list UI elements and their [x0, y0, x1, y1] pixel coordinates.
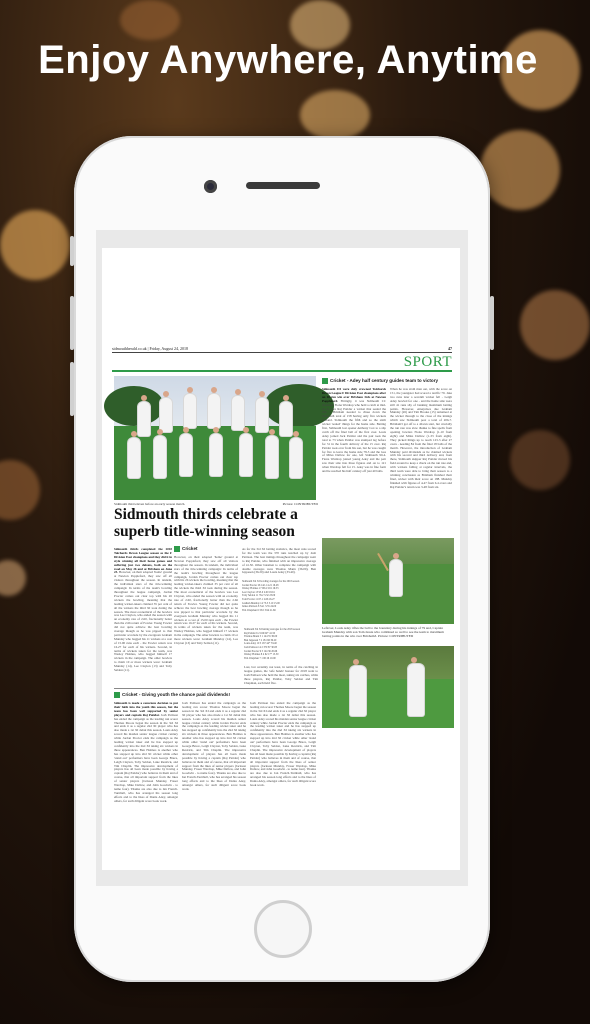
article-divider	[114, 688, 316, 689]
right-article-col-1	[322, 388, 386, 534]
home-button[interactable]	[254, 900, 312, 958]
bowling-table-row: Tom Fowler 11 67.1 2.66 16.27	[242, 597, 275, 601]
tag-square-icon	[322, 378, 328, 384]
batting-table-row: Thomas Mann 5 1 144 55 36.00	[244, 635, 278, 639]
second-article-tag	[114, 692, 230, 698]
batting-table-row: Tim Chapman 7 1 60 26 10.00	[244, 656, 276, 660]
phone-screen[interactable]	[96, 230, 468, 886]
bowling-table-row: Tim Chapman 6 33.0 3.94 21.66	[242, 608, 276, 612]
main-article-col-2	[174, 556, 238, 686]
mute-switch	[70, 236, 74, 266]
team-photo-caption: Sidmouth third eleven before an early season match.	[114, 502, 186, 506]
cricket-tag-label: Cricket	[182, 546, 198, 552]
right-article-tag	[322, 378, 438, 384]
right-article-col-2	[390, 388, 452, 534]
batting-table-row: Louis Adey 10 5 167 44* 33.40	[244, 642, 277, 646]
second-article-col-1	[114, 701, 178, 803]
right-lead: Sidmouth III were duly crowned Tolchards Devon League F Division East champions after an 18-run win over Brixham 3rds at Newton Poppleford.	[322, 387, 386, 403]
right-photo-caption: Leftover, Louis Adey rifles the ball to the boundary during his innings of 79 and, Captain Graham Munday with son Tom Jessie who combined so well to see the team to maximum batting points in the win over Brixham3. Picture: CONTRIBUTED	[322, 626, 444, 638]
second-body-repeat-2: Josh Pattison has ended the campaign as the leading run scorer Thomas Moore began the season in the 3rd XI and ends it as a regular 2nd XI player who has also made a 1st XI debut this season. Louis Adey scored his maiden senior league cricket century while Jordan Procter ends the campaign as the leading wicket taker and he has stepped up confidently into the 2nd XI taking six wickets in three appearances. Ben Holmes is another who has stepped up into 2nd XI cricket while other 'stand out' performers have been George Bruce, Leigh Clayton, Toby Seldon, Luke Restrick, and Tim Chaplin. The impressive development of players has all been made possible by having a captain (Raj Patidar) who believes in them and of course, that all important support from the likes of senior players (Jackson Munday, Fraser Wardrop, Mike Dallow, and John Goodwin - to name four). Thanks are also due to Ian French-Turnbull, who has arranged his season long efforts and to the likes of Dania Adey, amongst others, for such diligent score book work.	[250, 701, 316, 788]
players-photo[interactable]	[322, 646, 454, 728]
batsman-photo[interactable]	[322, 538, 454, 624]
newspaper-page[interactable]	[102, 248, 460, 870]
right-tag-label: Cricket - Adey half century guides team to victory	[330, 378, 439, 384]
front-camera-icon	[204, 180, 217, 193]
second-article-col-2	[182, 701, 246, 791]
main-article-col-1	[114, 548, 172, 686]
team-photo[interactable]	[114, 376, 316, 500]
right-body-b: When he was sixth man out, with the score on 151, the youngster had scored a terrific 79. Jake two runs later a seventh wicket fell - Leigh Adey bowled for one - and the home side were still 41 runs shy of banking maximum batting points. However, enterprises due Graham Munday (26) and Tim Brooks (15) remained at the wicket through to the close of the innings which saw Sidmouth post a total of 206-7. Brixham3 got off to a 40-run start, but crucially the run rate was slow thanks to fine spells from opening bowlers Fiona Wardrop (1-10 from eight) and Miles Dallow (1-33 from eight). They picked things up to reach 123-3 after 27 overs - needing 84 from the final 18 balls of the match. However, the introduction of Graham Munday paid dividends as he claimed wickets with his second and third delivery and, from there, Sidmouth skipper Raj Patidar moved his field around to keep a check on the run rate and, with wickets falling at regular intervals, the third team were able to bring their season to a winning conclusion as Brixham finished their final, wicket with their score on 188. Munday finished with figures of 4-47 from 6.4 overs and Raj Patidar's return was 3-48 from six.	[390, 387, 452, 489]
bowling-table-row: Wesley Holmes 17 98.4 3.91 19.53	[242, 587, 279, 591]
section-rule	[112, 370, 452, 372]
batting-table-row: Josh Pattison 14 2 370 87 30.83	[244, 645, 278, 649]
bowling-table-row: Jordan Procter 26 142.1 4.21 16.28	[242, 583, 279, 587]
earpiece-speaker	[246, 182, 320, 189]
cricket-tag	[174, 546, 198, 552]
power-button	[490, 296, 494, 350]
batting-table-row: Jordan Procter 9 3 124 36 20.66	[244, 649, 278, 653]
second-lead: Sidmouth is made a conscious decision to put their faith into the youth this season, but the team has been well supported by senior players and captain Raj Patidar.	[114, 701, 178, 717]
bowling-table-title: Sidmouth 3rd XI bowling averages for the 2018 season	[242, 580, 300, 583]
phone-frame	[74, 136, 490, 982]
tag-square-icon	[114, 692, 120, 698]
batting-table-row: Wesley Holmes 8 4 62 17* 15.50	[244, 653, 279, 657]
batting-table-row: Ben Jeppesen 7 2 181 66 36.20	[244, 638, 277, 642]
second-tag-label: Cricket - Giving youth the chance paid dividends!	[122, 692, 230, 698]
batting-table-row: Raj Patidar 6 2 166 64* 41.50	[244, 631, 276, 635]
masthead-rule	[112, 352, 452, 353]
bowling-table-row: Toby Seldon 11 76.2 3.32 23.09	[242, 594, 276, 598]
main-article-col-3	[242, 548, 316, 578]
bowling-table-row: Graham Munday 14 73.3 3.10 15.00	[242, 601, 280, 605]
main-body-repeat: However, on their adopted 'home' ground at Newton Poppleford, they saw off all visitors throughout the season. In tandem, the individual stars of the title-winning campaign: In terms of the team's bowling throughout the league campaign, Jordan Procter comes out clear top with his 26 wickets the bowling, meaning that the leading wicket-takers claimed 35 per cent of all the wickets the third XI took during the season. The most economical of the bowlers was Lee Clayton, who ended the season with an economy rate of 2.60, fractionally better than the 2.66 return of Fowler. Young Fowler did not quite achieve the best bowling average though as he was pipped to that particular accolade by the evergreen Graham Munday who bagged his 11 wickets at a cost of 15.00 runs each - the Fowler return was 16.27 for each of his wickets. Second, in terms of wickets taken for the team, was Wesley Holmes, who bagged himself 17 wickets in the campaign. The other bowlers to claim 10 or more wickets were: Graham Munday (14), Lee Clayton (13) and Toby Seldon (11).	[174, 555, 238, 645]
tag-square-icon	[174, 546, 180, 552]
bowling-table-row: Lee Clayton 13 93.0 2.60 18.61	[242, 590, 275, 594]
right-body: Fittingly, it was Sidmouth CC chairman Fiona Wardrop who held a catch at mid-on to give Raj Patidar a wicket that sealed the title - Brixham needed to chase down the Sidmouth total of 158 having only five wickets in-hand. Sidmouth the fifth and so the sixth wicket 'sealed' things for the home side. Batting first, Sidmouth lost opener Anthony Cox to a slip catch off the final ball of the first over. Louis Adey joined Jack Patidar and the pair took the total to 73 when Patidar was stumped leg before for 31 in the fourth delivery of the 15 over. Raj Patidar took over from his son, but he was caught for five to leave the home side 78-3 and the loss of Miles Dallow for one, left Sidmouth 90-4. Fiona Wardrop joined young Adey and the pair saw their side into three figures and on to 121 when Wardrop fell for 15. Adey was in fine form and he reached his half century off just 40 balls.	[322, 398, 387, 474]
second-body-repeat: Josh Pattison has ended the campaign as the leading run scorer Thomas Moore began the season in the 3rd XI and ends it as a regular 2nd XI player who has also made a 1st XI debut this season. Louis Adey scored his maiden senior league cricket century while Jordan Procter ends the campaign as the leading wicket taker and he has stepped up confidently into the 2nd XI taking six wickets in three appearances. Ben Holmes is another who has stepped up into 2nd XI cricket while other 'stand out' performers have been George Bruce, Leigh Clayton, Toby Seldon, Luke Restrick, and Tim Chaplin. The impressive development of players has all been made possible by having a captain (Raj Patidar) who believes in them and of course, that all important support from the likes of senior players (Jackson Munday, Fraser Wardrop, Mike Dallow, and John Goodwin - to name four). Thanks are also due to Ian French-Turnbull, who has arranged his season long efforts and to the likes of Dania Adey, amongst others, for such diligent score book work.	[182, 701, 246, 791]
section-title: SPORT	[403, 354, 452, 370]
page-number: 47	[448, 346, 452, 351]
promo-headline: Enjoy Anywhere, Anytime	[38, 38, 538, 82]
masthead-text: sidmouthherald.co.uk | Friday, August 24, 2018	[112, 346, 188, 351]
main-headline: Sidmouth thirds celebrate a superb title-winning season	[114, 506, 298, 540]
main-lead: Sidmouth thirds completed the 2018 Tolchards Devon League season as the F Division East champions and they did it in style winning all their home games and suffering just two defeats, both on the road on May 26 and at Brixham on June 23.	[114, 547, 172, 575]
volume-down-button	[70, 362, 74, 416]
bowling-table	[242, 580, 318, 612]
bowling-table-row: James Pattison 8 54.1 3.55 24.00	[242, 605, 277, 609]
team-photo-credit: Picture: CONTRIBUTED	[282, 502, 318, 506]
batting-table	[244, 628, 318, 660]
main-body-end: Last, but certainly not least, in terms of the catching in league games, the 'safe hands' honour for 2018 went to Josh Pattison who held the most, taking six catches, while three players, Raj Patidar, Toby Seldon and Tim Chapman, each held five.	[244, 665, 318, 685]
volume-up-button	[70, 296, 74, 350]
second-article-col-3	[250, 701, 316, 788]
main-body-tail: As for the 3rd XI batting statistics, the most runs scored for the team was the 370 runs notched up by Josh Pattison. The best innings throughout the campaign went to Raj Patidar, who finished with an impressive average of 41.50. Other batsmen to complete the campaign with double averages were Thomas Mann (36.00), Ben Jeppesen (36.20) and Louis Adey (33.40).	[242, 547, 316, 575]
second-body: Josh Pattison has ended the campaign as the leading run scorer Thomas Moore began the season in the 3rd XI and ends it as a regular 2nd XI player who has also made a 1st XI debut this season. Louis Adey scored his maiden senior league cricket century while Jordan Procter ends the campaign as the leading wicket taker and he has stepped up confidently into the 2nd XI taking six wickets in three appearances. Ben Holmes is another who has stepped up into 2nd XI cricket while other 'stand out' performers have been George Bruce, Leigh Clayton, Toby Seldon, Luke Restrick, and Tim Chaplin. The impressive development of players has all been made possible by having a captain (Raj Patidar) who believes in them and of course, that all important support from the likes of senior players (Jackson Munday, Fraser Wardrop, Mike Dallow, and John Goodwin - to name four). Thanks are also due to Ian French-Turnbull, who has arranged his season long efforts and to the likes of Dania Adey, amongst others, for such diligent score book work.	[114, 712, 178, 803]
main-article-end	[244, 666, 318, 686]
batting-table-title: Sidmouth 3rd XI batting averages for the 2018 season	[244, 628, 301, 631]
main-body: However, on their adopted 'home' ground at Newton Poppleford, they saw off all visitors throughout the season. In tandem, the individual stars of the title-winning campaign: In terms of the team's bowling throughout the league campaign, Jordan Procter comes out clear top with his 26 wickets the bowling, meaning that the leading wicket-takers claimed 35 per cent of all the wickets the third XI took during the season. The most economical of the bowlers was Lee Clayton, who ended the season with an economy rate of 2.60, fractionally better than the 2.66 return of Fowler. Young Fowler did not quite achieve the best bowling average though as he was pipped to that particular accolade by the evergreen Graham Munday who bagged his 11 wickets at a cost of 15.00 runs each - the Fowler return was 16.27 for each of his wickets. Second, in terms of wickets taken for the team, was Wesley Holmes, who bagged himself 17 wickets in the campaign. The other bowlers to claim 10 or more wickets were: Graham Munday (14), Lee Clayton (13) and Toby Seldon (11).	[114, 570, 173, 673]
